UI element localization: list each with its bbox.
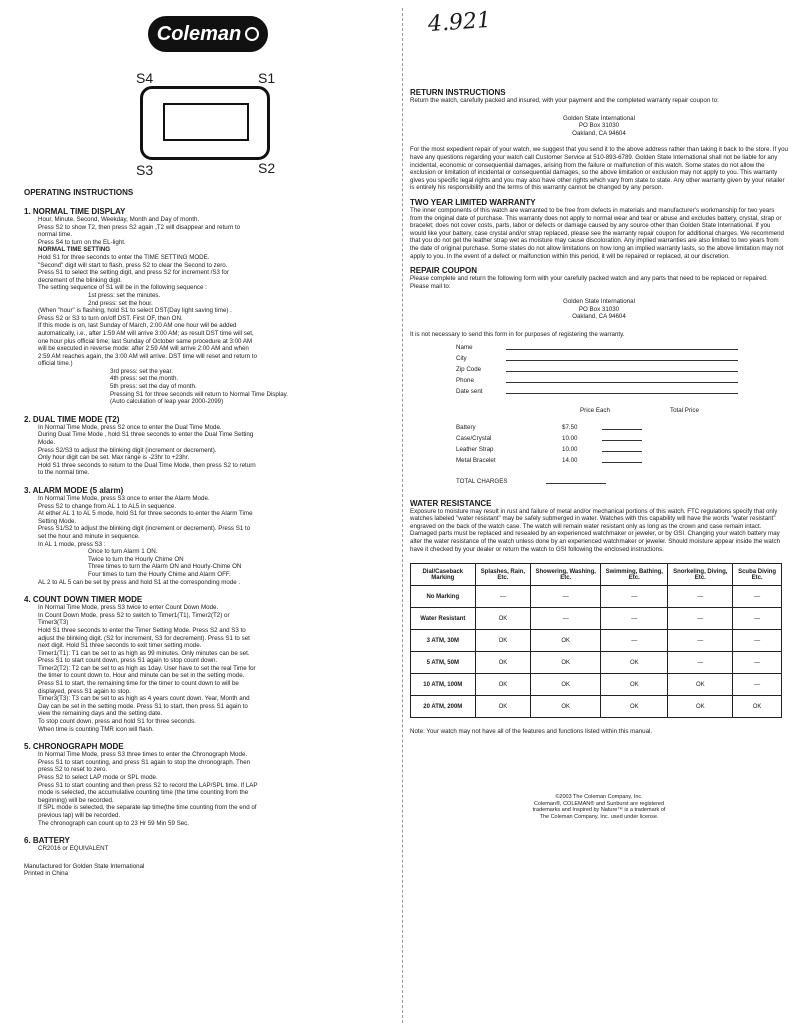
table-cell: — [668,630,733,652]
subheading: NORMAL TIME SETTING [38,246,111,254]
table-cell: 20 ATM, 200M [411,696,476,718]
coupon-title: REPAIR COUPON [410,266,477,276]
price-row [410,433,788,444]
text-line: Press S2 to change from AL 1 to AL5 in sequence. [38,502,177,510]
form-row-name [410,342,788,353]
coupon-intro: Please complete and return the following form with your carefully packed watch and any parts that need to be replaced or repaired. [410,275,768,283]
section-heading: 6. BATTERY [24,836,70,846]
total-charges-field[interactable] [546,478,606,484]
table-cell: — [733,630,782,652]
text-line: The setting sequence of S1 will be in the following sequence : [38,284,207,292]
return-body: For the most expedient repair of your watch, we suggest that you send it to the above address rather than taking it back to the store. If you have any questions regarding your watch call Customer Service at 510-893-6789. Golden State International shall not be liable for any incidental, economic or consequential damages, arising from the failure or malfunction of this watch. Some states do not allow the exclusion or limitation of incidental or consequential damages, so the above limitation or exclusion may not apply to you. This warranty gives you specific legal rights and you may also have other rights which vary from state to state. Any other warranty given by your retailer is entirely his responsibility and the terms of this warranty cannot be changed by any person. [410,146,788,192]
right-column [410,88,788,821]
column-header: Scuba Diving Etc. [733,564,782,586]
column-header: Snorkeling, Diving, Etc. [668,564,733,586]
total-field[interactable] [602,424,642,430]
table-cell: 3 ATM, 30M [411,630,476,652]
price-header-row [410,405,788,416]
text-line: Timer3(T3) [38,619,69,627]
field-label: Phone [456,376,474,384]
coupon-address [410,298,788,321]
text-line: to the normal time. [38,469,90,477]
text-line: 2:59 AM reaches again, the 3:00 AM will arrive. DST time will reset and return to [38,352,257,360]
section-normal-time [24,207,396,406]
table-cell: — [475,586,531,608]
text-line: Timer1(T1): T1 can be set to as high as 99 minutes. Only minutes can be set. [38,649,250,657]
water-resistance-table [410,563,782,718]
text-line: Once to turn Alarm 1 ON. [88,548,158,556]
warranty-title: TWO YEAR LIMITED WARRANTY [410,197,536,207]
table-cell: OK [601,696,668,718]
table-cell: OK [531,674,601,696]
text-line: displayed, press S1 again to stop. [38,687,131,695]
text-line: In AL 1 mode, press S3 : [38,540,106,548]
table-cell: — [668,652,733,674]
price-value: 10.00 [562,434,578,442]
total-price-header: Total Price [670,406,699,414]
button-label-s3: S3 [136,162,154,178]
column-divider [402,8,403,1023]
text-line: During Dual Time Mode , hold S1 three seconds to enter the Dual Time Setting [38,431,254,439]
text-line: 5th press: set the day of month. [110,383,197,391]
text-line: Press S1/S2 to adjust the blinking digit (increment or decrement). Press S1 to [38,525,251,533]
field-label: Zip Code [456,365,482,373]
text-line: Hour, Minute, Second, Weekday, Month and Day of month. [38,216,200,223]
return-intro: Return the watch, carefully packed and insured, with your payment and the completed warranty repair coupon to: [410,97,719,104]
table-header-row [411,564,782,586]
copyright-line: Coleman®, COLEMAN® and Sunburst are registered [533,800,665,807]
text-line: Three times to turn the Alarm ON and Hourly-Chime ON [88,563,242,571]
total-field[interactable] [602,435,642,441]
table-cell: — [668,586,733,608]
text-line: automatically, i.e., after 1:59 AM will arrive 3:00 AM; as result DST time will set, [38,329,254,337]
copyright-line: ©2003 The Coleman Company, Inc. [555,793,643,800]
text-line: set the hour and minute in sequence. [38,532,140,540]
table-cell: OK [475,630,531,652]
form-row-date [410,386,788,397]
total-field[interactable] [602,457,642,463]
text-line: "Second" digit will start to flash, press S2 to clear the Second to zero. [38,261,228,269]
text-line: When time is counting TMR icon will flash. [38,725,154,733]
handwritten-note: 4.921 [427,7,492,38]
text-line: decrement of the blinking digit. [38,276,122,284]
text-line: At either AL 1 to AL 5 mode, hold S1 for three seconds to enter the Alarm Time [38,510,253,518]
text-line: In Normal Time Mode, press S2 once to enter the Dual Time Mode. [38,423,222,431]
table-row [411,696,782,718]
section-heading: 5. CHRONOGRAPH MODE [24,742,124,752]
coupon-form [410,342,788,397]
text-line: If this mode is on, last Sunday of March, 2:00 AM one hour will be added [38,322,237,330]
section-heading: 1. NORMAL TIME DISPLAY [24,207,126,216]
text-line: The chronograph can count up to 23 Hr 59 Min 59 Sec. [38,819,189,827]
features-note: Note: Your watch may not have all of the features and functions listed within this manual. [410,728,653,736]
text-line: In Normal Time Mode, press S3 once to enter the Alarm Mode. [38,495,210,502]
text-line: Pressing S1 for three seconds will return to Normal Time Display. [110,390,289,398]
text-line: next digit. Hold S1 three seconds to exit timer setting mode. [38,642,202,650]
city-field[interactable] [506,355,738,361]
text-line: mode is selected, the accumulative counting time (the time counting from the [38,789,249,797]
section-chronograph [24,742,396,827]
table-cell: 10 ATM, 100M [411,674,476,696]
address-line: PO Box 31030 [578,122,620,130]
column-header: Showering, Washing, Etc. [531,564,601,586]
text-line: Day can be set in the setting mode. Press S1 to start, then press S1 again to [38,702,248,710]
text-line: adjust the blinking digit. (S2 for increment, S3 for decrement). Press S1 to set [38,634,250,642]
field-label: Date sent [456,387,483,395]
coupon-mail-to: Please mail to: [410,282,451,290]
table-cell: — [601,630,668,652]
table-cell: — [733,674,782,696]
text-line: Twice to turn the Hourly Chime ON [88,555,184,563]
table-cell: OK [531,696,601,718]
text-line: normal time. [38,231,73,239]
date-sent-field[interactable] [506,388,738,394]
text-line: (When "hour" is flashing, hold S1 to select DST(Day light saving time) . [38,307,232,315]
text-line: Press S2 to select LAP mode or SPL mode. [38,774,158,781]
operating-instructions [24,188,396,878]
text-line: Timer3(T3): T3 can be set to as high as 4 years count down. Year, Month and [38,695,250,703]
name-field[interactable] [506,344,738,350]
text-line: Press S4 to turn on the EL-light. [38,238,126,246]
table-cell: OK [531,630,601,652]
table-cell: 5 ATM, 50M [411,652,476,674]
address-line: Golden State International [563,114,635,122]
text-line: If SPL mode is selected, the separate lap time(the time counting from the end of [38,804,257,812]
text-line: the timer to count down to. Hour and minute can be set in the setting mode. [38,672,245,680]
table-cell: OK [475,652,531,674]
table-row [411,586,782,608]
column-header: Swimming, Bathing, Etc. [601,564,668,586]
watch-display [163,103,249,141]
text-line: previous lap) will be recorded. [38,811,121,819]
section-alarm [24,486,396,586]
table-cell: Water Resistant [411,608,476,630]
price-row [410,444,788,455]
table-cell: — [733,608,782,630]
manufacturer-note: Manufactured for Golden State International [24,862,145,870]
water-body: Exposure to moisture may result in rust and failure of metal and/or mechanical portions of this watch. FTC regulations specify that only watches labeled "water resistant" may be safely submerged in water. Watches with this capability will have the words "water resistant" engraved on the back of the watch case. The watch will remain water resistant only as long as the crown and case remain intact. Damaged parts must be replaced and resealed by an experienced watchmaker or jeweler, or by GSI. Changing your watch battery may alter the water resistance of the watch unless done by an experienced watchmaker or jeweler. Should moisture appear inside the watch have it checked by your dealer or return the watch to GSI following the enclosed instructions. [410,507,781,553]
text-line: official time.) [38,360,73,368]
copyright-block [410,794,788,821]
table-cell: — [733,652,782,674]
table-cell: — [733,586,782,608]
address-line: Golden State International [563,298,635,306]
text-line: Four times to turn the Hourly Chime and Alarm OFF. [88,570,231,578]
text-line: To stop count down, press and hold S1 for three seconds. [38,718,196,726]
table-row [411,630,782,652]
table-cell: OK [475,674,531,696]
button-label-s2: S2 [258,160,276,176]
text-line: view the remaining days and the setting date. [38,710,163,718]
table-cell: OK [668,696,733,718]
address-line: Oakland, CA 94604 [572,129,626,137]
watch-diagram [140,86,270,160]
table-cell: — [531,586,601,608]
text-line: CR2016 or EQUIVALENT [38,845,109,853]
section-heading: 4. COUNT DOWN TIMER MODE [24,595,143,605]
text-line: Press S1 to start count down, press S1 again to stop count down. [38,657,218,665]
text-line: In Count Down Mode, press S2 to switch to Timer1(T1), Timer2(T2) or [38,611,230,619]
table-cell: OK [601,652,668,674]
price-value: 10.00 [562,445,578,453]
text-line: Mode. [38,439,56,447]
zip-field[interactable] [506,366,738,372]
copyright-line: The Coleman Company, Inc. used under license. [539,814,659,821]
table-cell: OK [733,696,782,718]
table-cell: — [668,608,733,630]
text-line: Press S2 to show T2, then press S2 again ,T2 will disappear and return to [38,223,241,231]
button-label-s4: S4 [136,70,154,86]
text-line: Hold S1 for three seconds to enter the TIME SETTING MODE. [38,253,210,261]
price-list [410,422,788,466]
price-item: Case/Crystal [456,434,492,442]
text-line: press S2 to reset to zero. [38,766,108,774]
table-cell: — [601,608,668,630]
table-cell: No Marking [411,586,476,608]
text-line: Press S2/S3 to adjust the blinking digit (increment or decrement). [38,446,217,454]
text-line: Press S1 to start counting and then press S2 to record the LAP/SPL time. If LAP [38,781,258,789]
text-line: Press S1 to start counting, and press S1 again to stop the chronograph. Then [38,758,251,766]
table-cell: — [531,608,601,630]
text-line: Press S2 or S3 to turn on/off DST. First OF, then ON. [38,314,183,322]
button-label-s1: S1 [258,70,276,86]
text-line: beginning) will be recorded. [38,796,114,804]
total-field[interactable] [602,446,642,452]
price-value: 14.00 [562,456,578,464]
text-line: Setting Mode. [38,517,77,525]
brand-name: Coleman [156,22,242,45]
address-line: PO Box 31030 [578,305,620,313]
table-cell: OK [601,674,668,696]
text-line: (Auto calculation of leap year 2000-2099) [110,398,224,406]
text-line: Timer2(T2): T2 can be set to as high as 1day. User have to set the real Time for [38,664,256,672]
text-line: In Normal Time Mode, press S3 three times to enter the Chronograph Mode. [38,751,248,759]
table-cell: OK [531,652,601,674]
printed-note: Printed in China [24,870,69,878]
total-label: TOTAL CHARGES [456,477,508,485]
text-line: AL 2 to AL 5 can be set by press and hold S1 at the corresponding mode . [38,578,241,586]
section-battery [24,836,396,853]
coleman-logo [148,16,268,52]
text-line: 2nd press: set the hour. [88,299,153,307]
price-each-header: Price Each [580,406,610,414]
section-heading: 3. ALARM MODE (5 alarm) [24,486,124,495]
table-cell: — [601,586,668,608]
text-line: In Normal Time Mode, press S3 twice to enter Count Down Mode. [38,604,219,612]
table-cell: OK [475,696,531,718]
text-line: one hour plus official time; last Sunday of October same procedure at 3:00 AM [38,337,253,345]
text-line: 4th press: set the month. [110,375,179,383]
section-heading: 2. DUAL TIME MODE (T2) [24,414,120,424]
text-line: Only hour digit can be set. Max range is -23hr to +23hr. [38,454,190,462]
text-line: 3rd press: set the year. [110,367,173,375]
table-row [411,608,782,630]
text-line: Press S1 to start, the remaining time for the timer to count down to will be [38,680,239,688]
phone-field[interactable] [506,377,738,383]
form-row-city [410,353,788,364]
price-item: Metal Bracelet [456,456,496,464]
address-line: Oakland, CA 94604 [572,313,626,321]
return-title: RETURN INSTRUCTIONS [410,88,506,97]
table-row [411,652,782,674]
section-dual-time [24,415,396,477]
total-row [410,476,788,487]
table-cell: OK [475,608,531,630]
column-header: Dial/Caseback Marking [411,564,476,586]
price-item: Battery [456,423,476,431]
form-row-zip [410,364,788,375]
form-row-phone [410,375,788,386]
text-line: Press S1 to select the setting digit, and press S2 for increment /S3 for [38,269,229,277]
return-address [410,115,788,138]
field-label: City [456,354,467,362]
text-line: Hold S1 three seconds to return to the Dual Time Mode, then press S2 to return [38,461,256,469]
table-row [411,674,782,696]
column-header: Splashes, Rain, Etc. [475,564,531,586]
sunburst-icon [245,27,259,41]
price-value: $7.50 [562,423,578,431]
price-row [410,422,788,433]
warranty-body: The inner components of this watch are warranted to be free from defects in materials and manufacturer's workmanship for two years from the original date of purchase. This warranty does not apply to normal wear and tear or abuse and excludes battery, crystal, strap or bracelet; does not cover costs, parts, labor or defects or damage caused by any source other than Golden State International. If you would like your battery, case crystal and/or strap replaced, please see the warranty repair coupon for additional charges. We recommend that you do not get the leather strap wet as moisture may cause discoloration. Any implied warranties are also limited to two years from the date of original purchase. Some states do not allow limitations on how long an implied warranty lasts, so the above limitation may not apply to you. In the event of a defect or malfunction within this period, it will be repaired or replaced, at our discretion. [410,206,784,260]
section-count-down [24,595,396,733]
copyright-line: trademarks and Inspired by Nature™ is a trademark of [532,807,666,814]
price-row [410,455,788,466]
coupon-note: It is not necessary to send this form in for purposes of registering the warranty. [410,331,625,339]
text-line: Hold S1 three seconds to enter the Timer Setting Mode. Press S2 and S3 to [38,626,246,634]
text-line: will be executed in reverse mode: after 2:59 AM will arrive 2:00 AM and when [38,345,249,353]
price-item: Leather Strap [456,445,494,453]
text-line: 1st press: set the minutes. [88,291,161,299]
operating-title: OPERATING INSTRUCTIONS [24,188,134,197]
field-label: Name [456,343,473,351]
water-title: WATER RESISTANCE [410,498,492,508]
table-cell: OK [668,674,733,696]
